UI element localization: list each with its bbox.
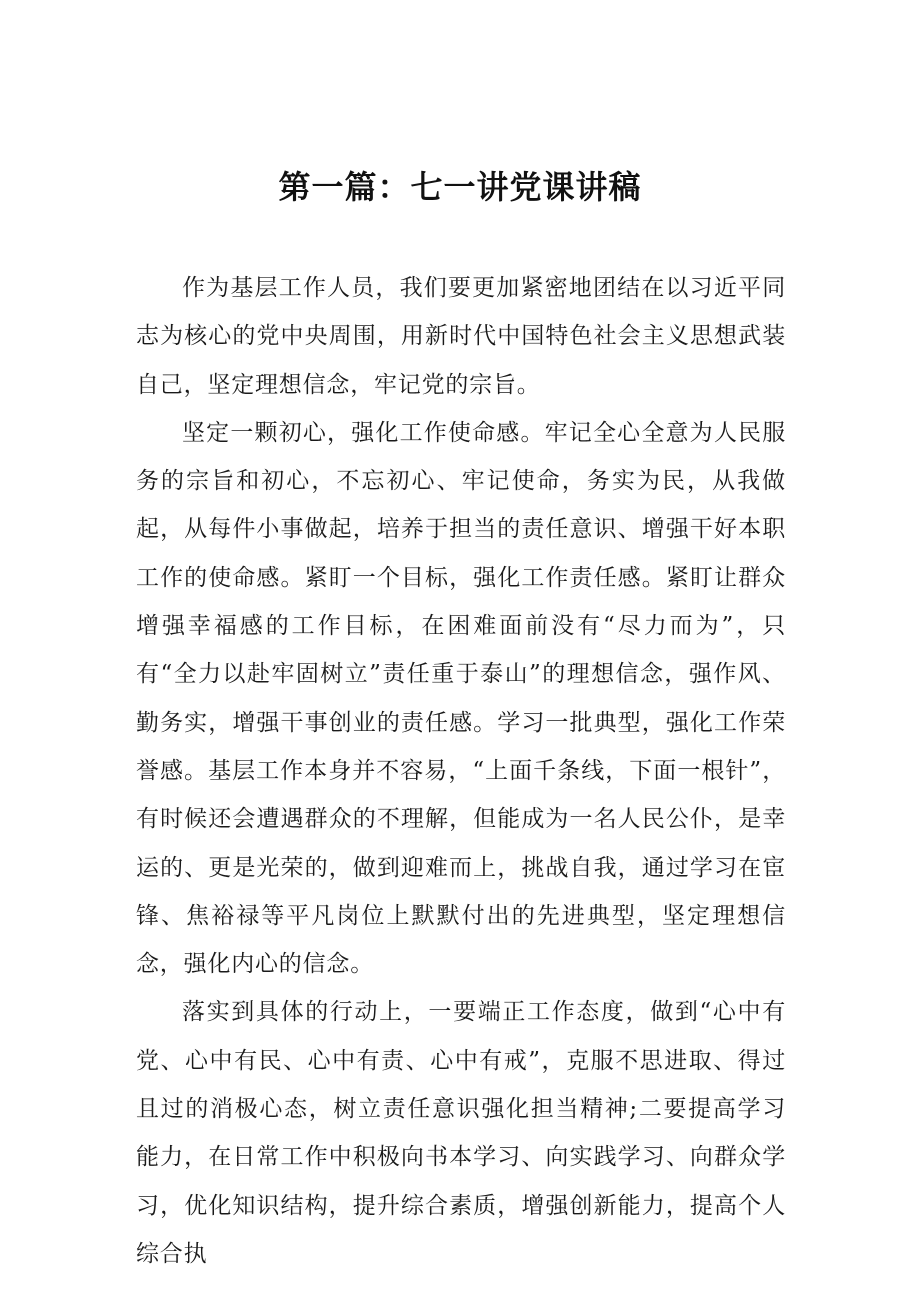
document-title: 第一篇：七一讲党课讲稿 <box>278 168 642 206</box>
paragraph-2: 坚定一颗初心，强化工作使命感。牢记全心全意为人民服务的宗旨和初心，不忘初心、牢记使命，务实为民，从我做起，从每件小事做起，培养于担当的责任意识、增强干好本职工作的使命感。紧盯一个目标，强化工作责任感。紧盯让群众增强幸福感的工作目标，在困难面前没有“尽力而为”，只有“全力以赴牢固树立”责任重于泰山”的理想信念，强作风、勤务实，增强干事创业的责任感。学习一批典型，强化工作荣誉感。基层工作本身并不容易，“上面千条线，下面一根针”，有时候还会遭遇群众的不理解，但能成为一名人民公仆，是幸运的、更是光荣的，做到迎难而上，挑战自我，通过学习在宦锋、焦裕禄等平凡岗位上默默付出的先进典型，坚定理想信念，强化内心的信念。 <box>136 419 786 978</box>
document-body <box>136 264 786 1278</box>
paragraph-3: 落实到具体的行动上，一要端正工作态度，做到“心中有党、心中有民、心中有责、心中有戒”，克服不思进取、得过且过的消极心态，树立责任意识强化担当精神;二要提高学习能力，在日常工作中积极向书本学习、向实践学习、向群众学习，优化知识结构，提升综合素质，增强创新能力，提高个人综合执 <box>136 999 786 1267</box>
paragraph-1: 作为基层工作人员，我们要更加紧密地团结在以习近平同志为核心的党中央周围，用新时代中国特色社会主义思想武装自己，坚定理想信念，牢记党的宗旨。 <box>136 275 786 398</box>
